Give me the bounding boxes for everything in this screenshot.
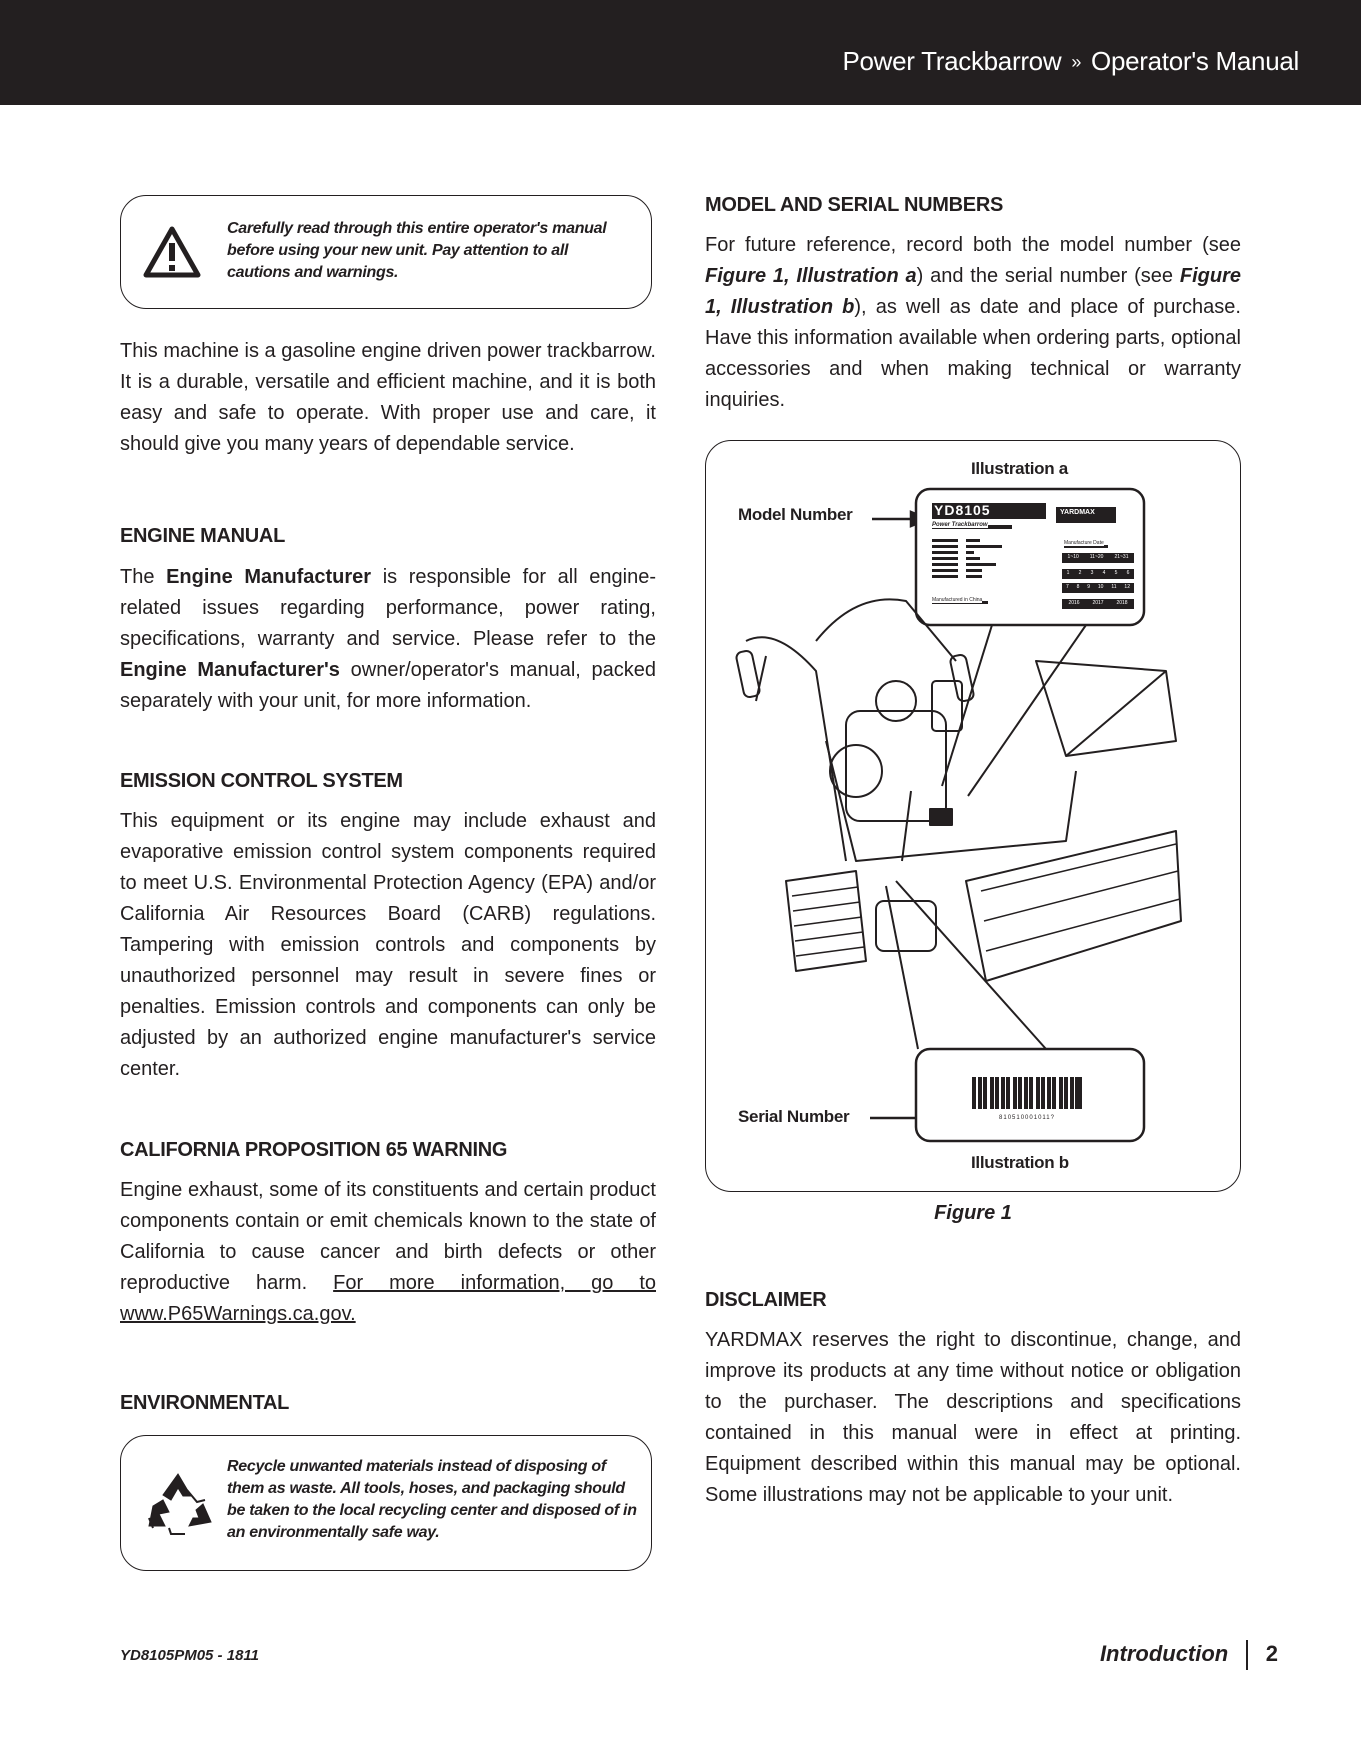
trackbarrow-illustration [706, 441, 1239, 1190]
month-11: 11 [1111, 584, 1117, 590]
p65-warnings-link[interactable]: For more information, go to www.P65Warnings.ca.gov. [120, 1272, 656, 1325]
recycle-icon [141, 1470, 215, 1544]
prop65-text [120, 1175, 656, 1330]
footer-divider [1246, 1640, 1248, 1670]
month-9: 9 [1087, 584, 1091, 590]
tag-date-ranges [1062, 554, 1134, 560]
intro-paragraph: This machine is a gasoline engine driven power trackbarrow. It is a durable, versatile and efficient machine, and it is both easy and safe to operate. With proper use and care, it should give you many years of dependable service. [120, 340, 656, 455]
month-2: 2 [1078, 570, 1082, 576]
illustration-b-label: Illustration b [971, 1153, 1069, 1172]
engine-manual-text-3: owner/operator's manual, packed separately with your unit, for more information. [120, 659, 657, 712]
environmental-heading: ENVIRONMENTAL [120, 1392, 290, 1414]
header-bar [0, 0, 1361, 105]
tag-made-in: Manufactured in China [932, 597, 983, 603]
range-3: 21~31 [1114, 554, 1129, 560]
engine-manufacturers-bold: Engine Manufacturer's [120, 659, 340, 681]
figure-1-caption: Figure 1 [934, 1202, 1012, 1224]
header-separator: » [1071, 52, 1082, 72]
warning-text: Carefully read through this entire operator's manual before using your new unit. Pay attention to all cautions and warnings. [227, 220, 607, 281]
month-3: 3 [1090, 570, 1094, 576]
serial-number-label: Serial Number [738, 1107, 850, 1126]
model-serial-text-3: ), as well as date and place of purchase. Have this information available when ordering parts, optional accessories and when making technical or warranty inquiries. [705, 296, 1241, 411]
figure-ref-a: Figure 1, Illustration a [705, 265, 917, 287]
year-2018: 2018 [1116, 600, 1128, 606]
illustration-a-label: Illustration a [971, 459, 1068, 478]
month-4: 4 [1102, 570, 1106, 576]
serial-value: 810510001011? [999, 1115, 1055, 1121]
month-5: 5 [1114, 570, 1118, 576]
month-6: 6 [1126, 570, 1130, 576]
doc-code: YD8105PM05 - 1811 [120, 1647, 259, 1664]
tag-manufacture-date: Manufacture Date [1064, 540, 1104, 546]
range-1: 1~10 [1067, 554, 1079, 560]
emission-heading: EMISSION CONTROL SYSTEM [120, 770, 403, 792]
range-2: 11~20 [1089, 554, 1104, 560]
month-1: 1 [1066, 570, 1070, 576]
month-8: 8 [1076, 584, 1080, 590]
disclaimer-text: YARDMAX reserves the right to discontinue, change, and improve its products at any time without notice or obligation to the purchaser. The descriptions and specifications contained in this manual were in effect at printing. Equipment described within this manual may be optional. Some illustrations may not be applicable to your unit. [705, 1329, 1241, 1506]
model-serial-text-1: For future reference, record both the model number (see [705, 234, 1241, 256]
tag-months-row-2 [1062, 584, 1134, 590]
engine-manual-heading: ENGINE MANUAL [120, 525, 285, 547]
environmental-notice [120, 1435, 652, 1571]
warning-triangle-icon [143, 226, 201, 278]
engine-manual-text-1: The [120, 566, 167, 588]
header-title [842, 46, 1299, 77]
tag-product: Power Trackbarrow [932, 522, 988, 528]
figure-ref-b: Figure 1, Illustration b [705, 265, 1242, 318]
figure-1-box [705, 440, 1241, 1192]
tag-months-row-1 [1062, 570, 1134, 576]
engine-manual-text-2: is responsible for all engine-related issues regarding performance, power rating, specifications, warranty and service. Please refer to the [120, 566, 656, 650]
prop65-heading: CALIFORNIA PROPOSITION 65 WARNING [120, 1139, 508, 1161]
month-12: 12 [1124, 584, 1130, 590]
emission-text: This equipment or its engine may include exhaust and evaporative emission control system components required to meet U.S. Environmental Protection Agency (EPA) and/or California Air Resources Board (CARB) regulations. Tampering with emission controls and components by unauthorized personnel may result in severe fines or penalties. Emission controls and components can only be adjusted by an authorized engine manufacturer's service center. [120, 810, 656, 1080]
tag-years [1062, 600, 1134, 606]
year-2016: 2016 [1068, 600, 1080, 606]
page-number: 2 [1265, 1640, 1278, 1666]
model-number-label: Model Number [738, 505, 853, 524]
model-serial-text [705, 230, 1241, 416]
tag-brand: YARDMAX [1060, 509, 1095, 516]
environmental-text: Recycle unwanted materials instead of disposing of them as waste. All tools, hoses, and packaging should be taken to the local recycling center and disposed of in an environmentally safe way. [227, 1458, 637, 1541]
disclaimer-heading: DISCLAIMER [705, 1289, 827, 1311]
model-serial-heading: MODEL AND SERIAL NUMBERS [705, 194, 1004, 216]
engine-manual-text [120, 562, 656, 717]
tag-model: YD8105 [934, 502, 991, 518]
warning-notice [120, 195, 652, 309]
prop65-body: Engine exhaust, some of its constituents and certain product components contain or emit chemicals known to the state of California to cause cancer and birth defects or other reproductive harm. [120, 1179, 656, 1294]
year-2017: 2017 [1092, 600, 1104, 606]
header-product: Power Trackbarrow [842, 46, 1062, 76]
page-footer [1100, 1640, 1278, 1670]
header-manual: Operator's Manual [1091, 46, 1299, 76]
month-7: 7 [1065, 584, 1069, 590]
engine-manufacturer-bold: Engine Manufacturer [166, 566, 372, 588]
model-serial-text-2: ) and the serial number (see [916, 265, 1180, 287]
month-10: 10 [1097, 584, 1104, 590]
section-name: Introduction [1099, 1640, 1229, 1666]
